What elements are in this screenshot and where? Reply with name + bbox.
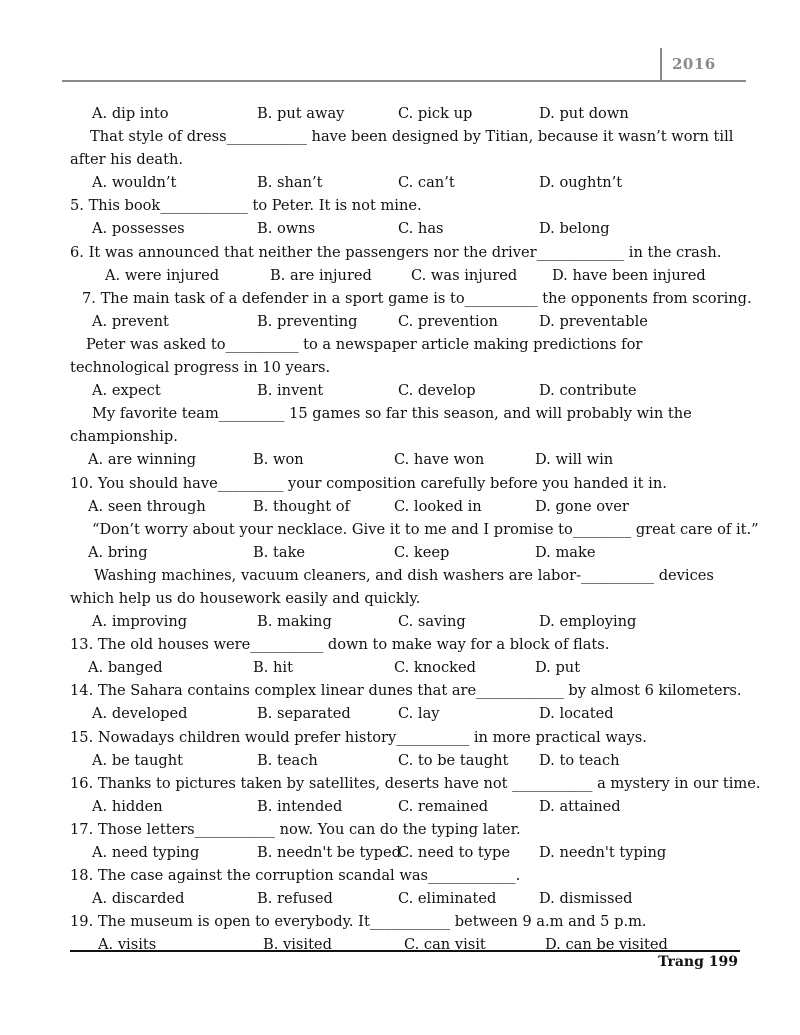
answer-option-a: A. developed [92, 705, 188, 723]
answer-option-b: B. teach [257, 751, 318, 769]
answer-options [70, 264, 742, 287]
answer-option-c: C. can’t [398, 174, 455, 192]
answer-option-d: D. located [539, 705, 614, 723]
question-text: technological progress in 10 years. [70, 359, 331, 377]
answer-option-b: B. refused [257, 890, 333, 908]
answer-options [70, 656, 742, 679]
question-text: 13. The old houses were__________ down to make way for a block of flats. [70, 636, 610, 654]
answer-option-b: B. are injured [270, 266, 372, 284]
answer-option-d: D. put [535, 659, 581, 677]
question-text: That style of dress___________ have been designed by Titian, because it wasn’t worn till [90, 128, 734, 146]
answer-option-d: D. make [535, 543, 596, 561]
answer-option-a: A. wouldn’t [92, 174, 177, 192]
answer-options [70, 749, 742, 772]
answer-option-b: B. put away [257, 105, 345, 122]
answer-option-a: A. hidden [92, 797, 163, 815]
answer-option-a: A. bring [88, 543, 148, 561]
page-number: Trang 199 [658, 954, 738, 970]
answer-option-c: C. keep [394, 543, 450, 561]
answer-option-b: B. shan’t [257, 174, 323, 192]
answer-option-c: C. to be taught [398, 751, 509, 769]
answer-option-d: D. put down [539, 105, 629, 122]
answer-options [70, 795, 742, 818]
answer-options [70, 887, 742, 910]
header-year-text: 2016 [672, 55, 716, 73]
question-text: 10. You should have_________ your composition carefully before you handed it in. [70, 474, 667, 492]
question-text: which help us do housework easily and quickly. [70, 589, 421, 607]
answer-option-c: C. looked in [394, 497, 482, 515]
question-text: “Don’t worry about your necklace. Give it to me and I promise to________ great care of it.” [92, 520, 759, 538]
answer-options [70, 541, 742, 564]
answer-option-d: D. belong [539, 220, 610, 238]
answer-option-b: B. hit [253, 659, 293, 677]
header-year [660, 48, 745, 80]
answer-option-c: C. eliminated [398, 890, 497, 908]
answer-option-d: D. gone over [535, 497, 629, 515]
answer-option-b: B. invent [257, 382, 324, 400]
answer-option-b: B. take [253, 543, 306, 561]
footer-rule [70, 950, 740, 952]
question-text: after his death. [70, 151, 183, 169]
question-text: 7. The main task of a defender in a sport game is to__________ the opponents from scoring. [82, 289, 752, 307]
answer-option-b: B. thought of [253, 497, 350, 515]
answer-option-a: A. improving [92, 613, 188, 631]
question-text: Peter was asked to__________ to a newspaper article making predictions for [86, 335, 643, 353]
answer-option-a: A. discarded [92, 890, 185, 908]
answer-option-a: A. banged [88, 659, 163, 677]
answer-option-a: A. seen through [88, 497, 206, 515]
question-text: 14. The Sahara contains complex linear dunes that are____________ by almost 6 kilometers. [70, 682, 742, 700]
answer-option-b: B. making [257, 613, 332, 631]
answer-option-a: A. be taught [92, 751, 184, 769]
answer-option-d: D. can be visited [545, 936, 668, 954]
answer-option-c: C. pick up [398, 105, 473, 122]
answer-option-b: B. visited [263, 936, 332, 954]
answer-option-a: A. need typing [92, 844, 200, 861]
answer-option-d: D. have been injured [552, 266, 706, 284]
answer-options [70, 217, 742, 240]
answer-option-c: C. can visit [404, 936, 486, 954]
answer-option-b: B. separated [257, 705, 351, 723]
answer-options [70, 448, 742, 471]
question-text: 16. Thanks to pictures taken by satellites, deserts have not ___________ a mystery in our time. [70, 774, 761, 792]
question-text: 15. Nowadays children would prefer history__________ in more practical ways. [70, 728, 647, 746]
answer-option-d: D. dismissed [539, 890, 633, 908]
answer-option-c: C. remained [398, 797, 489, 815]
question-text: My favorite team_________ 15 games so far this season, and will probably win the [92, 405, 692, 423]
question-text: 5. This book____________ to Peter. It is not mine. [70, 197, 422, 215]
answer-options [70, 610, 742, 633]
answer-options [70, 102, 742, 125]
answer-option-c: C. lay [398, 705, 440, 723]
answer-option-d: D. employing [539, 613, 637, 631]
answer-option-c: C. develop [398, 382, 476, 400]
answer-option-d: D. to teach [539, 751, 620, 769]
answer-options [70, 495, 742, 518]
answer-option-c: C. saving [398, 613, 466, 631]
answer-options [70, 310, 742, 333]
answer-option-d: D. will win [535, 451, 614, 469]
question-text: 6. It was announced that neither the passengers nor the driver____________ in the crash. [70, 243, 722, 261]
answer-option-a: A. possesses [92, 220, 185, 238]
answer-option-c: C. knocked [394, 659, 476, 677]
answer-options [70, 841, 742, 864]
answer-option-b: B. intended [257, 797, 343, 815]
header-rule [62, 80, 746, 82]
answer-option-d: D. attained [539, 797, 621, 815]
answer-option-a: A. dip into [92, 105, 169, 122]
answer-option-d: D. oughtn’t [539, 174, 623, 192]
question-text: Washing machines, vacuum cleaners, and dish washers are labor-__________ devices [94, 566, 714, 584]
answer-option-a: A. are winning [88, 451, 197, 469]
answer-option-b: B. preventing [257, 312, 358, 330]
answer-options [70, 933, 742, 956]
answer-options [70, 379, 742, 402]
answer-option-c: C. has [398, 220, 444, 238]
question-text: championship. [70, 428, 178, 446]
answer-option-b: B. won [253, 451, 304, 469]
question-text: 18. The case against the corruption scandal was____________. [70, 867, 521, 885]
answer-option-b: B. needn't be typed [257, 844, 401, 861]
answer-option-d: D. needn't typing [539, 844, 667, 861]
question-text: 19. The museum is open to everybody. It___________ between 9 a.m and 5 p.m. [70, 913, 647, 931]
answer-options [70, 171, 742, 194]
answer-option-c: C. was injured [411, 266, 518, 284]
answer-option-a: A. prevent [92, 312, 169, 330]
answer-option-a: A. were injured [105, 266, 220, 284]
answer-option-d: D. contribute [539, 382, 637, 400]
answer-option-b: B. owns [257, 220, 316, 238]
answer-option-c: C. prevention [398, 312, 498, 330]
answer-option-a: A. visits [98, 936, 157, 954]
answer-option-c: C. need to type [398, 844, 510, 861]
question-text: 17. Those letters___________ now. You can do the typing later. [70, 820, 521, 838]
answer-option-d: D. preventable [539, 312, 648, 330]
question-list [70, 102, 761, 956]
answer-options [70, 702, 742, 725]
answer-option-a: A. expect [92, 382, 161, 400]
answer-option-c: C. have won [394, 451, 485, 469]
